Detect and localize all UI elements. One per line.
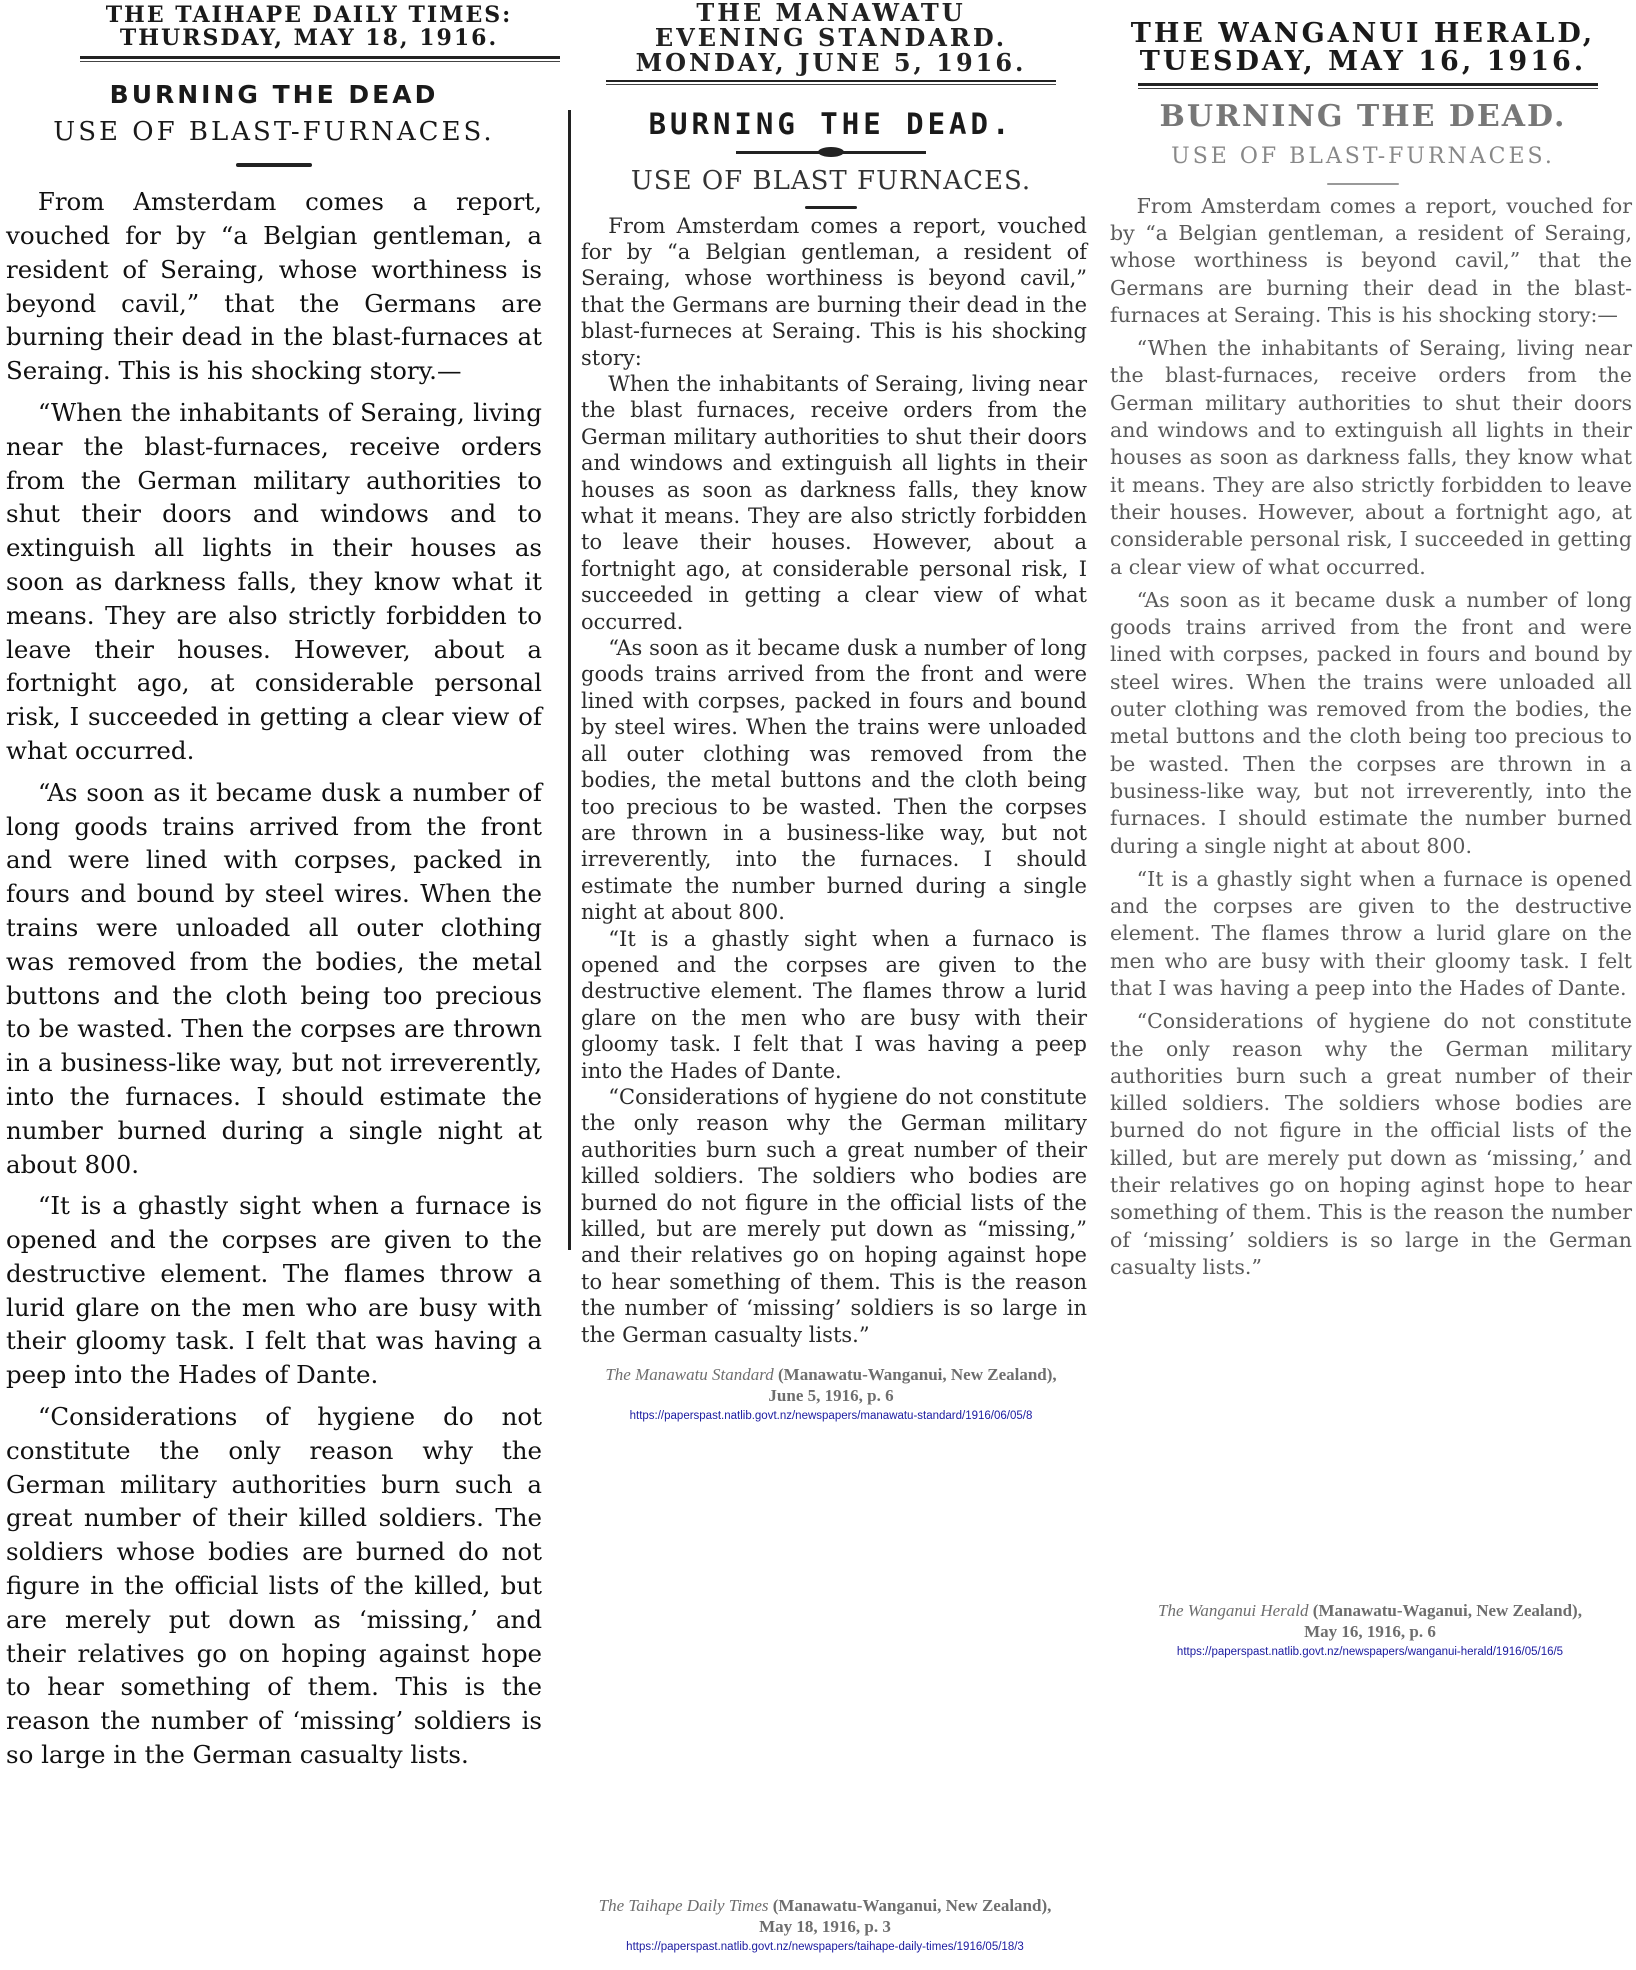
paragraph: “As soon as it became dusk a number of long goods trains arrived from the front and were lined with corpses, packed in fours and bound by steel wires. When the trains were unloaded all outer clothing was removed from the bodies, the metal buttons and the cloth being too precious to be wasted. Then the corpses are thrown in a business-like way, but not irreverently, into the furnaces. I should estimate the number burned during a single night at about 800. — [6, 777, 542, 1179]
caption-date: May 16, 1916, p. 6 — [1304, 1622, 1436, 1641]
paragraph: When the inhabitants of Seraing, living near the blast furnaces, receive orders from the German military authorities to shut their doors and windows and extinguish all lights in their houses as soon as darkness falls, they know what it means. They are also strictly forbidden to leave their houses. However, about a fortnight ago, at considerable personal risk, I succeeded in getting a clear view of what occurred. — [581, 372, 1087, 634]
paragraph: From Amsterdam comes a report, vouched for by “a Belgian gentleman, a resident of Seraing, whose worthiness is beyond cavil,” that the Germans are burning their dead in the blast-furneces at Seraing. This is his shocking story: — [581, 213, 1087, 370]
subheadline: USE OF BLAST-FURNACES. — [1171, 143, 1555, 169]
subheadline: USE OF BLAST-FURNACES. — [53, 117, 495, 148]
source-caption-wanganui — [1110, 1600, 1630, 1663]
clipping-wanganui-herald — [1090, 0, 1636, 1287]
article-body — [0, 185, 548, 1772]
clipping-manawatu-standard — [575, 0, 1087, 1427]
headline: BURNING THE DEAD. — [1159, 98, 1567, 134]
caption-region: (Manawatu-Waganui, New Zealand), — [1308, 1601, 1582, 1620]
masthead — [575, 0, 1087, 76]
paragraph: “Considerations of hygiene do not constitute the only reason why the German military authorities burn such a great number of their killed soldiers. The soldiers whose bodies are burned do not figure in the official lists of the killed, but are merely put down as ‘missing,’ and their relatives go on hoping against hope to hear something of them. This is the reason the number of ‘missing’ soldiers is so large in the German casualty lists. — [6, 1402, 542, 1770]
paragraph: “It is a ghastly sight when a furnaco is opened and the corpses are given to the destructive element. The flames throw a lurid glare on the men who are busy with their gloomy task. I felt that I was having a peep into the Hades of Dante. — [581, 926, 1087, 1083]
masthead-title: THE WANGANUI HERALD, — [1130, 18, 1596, 49]
paragraph: “As soon as it became dusk a number of long goods trains arrived from the front and were lined with corpses, packed in fours and bound by steel wires. When the trains were unloaded all outer clothing was removed from the bodies, the metal buttons and the cloth being too precious to be wasted. Then the corpses are thrown in a business-like way, but not irreverently, into the furnaces. I should estimate the number burned during a single night at about 800. — [581, 636, 1087, 925]
masthead-date: MONDAY, JUNE 5, 1916. — [635, 48, 1027, 78]
paragraph: “When the inhabitants of Seraing, living near the blast-furnaces, receive orders from the German military authorities to shut their doors and windows and to extinguish all lights in their houses as soon as darkness falls, they know what it means. They are also strictly forbidden to leave their houses. However, about a fortnight ago, at considerable personal risk, I succeeded in getting a clear view of what occurred. — [1110, 336, 1632, 579]
caption-region: (Manawatu-Wanganui, New Zealand), — [773, 1365, 1057, 1385]
masthead-date: TUESDAY, MAY 16, 1916. — [1139, 46, 1587, 78]
paragraph: “When the inhabitants of Seraing, living near the blast-furnaces, receive orders from the German military authorities to shut their doors and windows and to extinguish all lights in their houses as soon as darkness falls, they know what it means. They are also strictly forbidden to leave their houses. However, about a fortnight ago, at considerable personal risk, I succeeded in getting a clear view of what occurred. — [6, 397, 542, 765]
ornament-rule — [736, 151, 926, 154]
caption-url-link[interactable]: https://paperspast.natlib.govt.nz/newspapers/taihape-daily-times/1916/05/18/3 — [626, 1941, 1024, 1953]
masthead-title-line1: THE MANAWATU — [696, 0, 966, 27]
paragraph: From Amsterdam comes a report, vouched for by “a Belgian gentleman, a resident of Seraing, whose worthiness is beyond cavil,” that the Germans are burning their dead in the blast-furnaces at Seraing. This is his shocking story:— — [1110, 193, 1632, 327]
caption-date: June 5, 1916, p. 6 — [768, 1386, 894, 1406]
separator-rule — [236, 163, 312, 167]
masthead-rule — [606, 80, 1056, 85]
separator-rule — [1327, 183, 1399, 185]
masthead — [1090, 0, 1636, 77]
separator-rule — [805, 206, 857, 209]
masthead-title: THE TAIHAPE DAILY TIMES: — [105, 2, 513, 28]
masthead-rule — [80, 56, 560, 62]
caption-date: May 18, 1916, p. 3 — [759, 1917, 891, 1936]
masthead-rule — [1138, 83, 1598, 89]
masthead — [0, 0, 548, 50]
caption-publication: The Taihape Daily Times — [598, 1896, 769, 1915]
caption-url-link[interactable]: https://paperspast.natlib.govt.nz/newspapers/manawatu-standard/1916/06/05/8 — [629, 1410, 1033, 1423]
paragraph: “It is a ghastly sight when a furnace is opened and the corpses are given to the destructive element. The flames throw a lurid glare on the men who are busy with their gloomy task. I felt that was having a peep into the Hades of Dante. — [6, 1191, 542, 1390]
paragraph: “Considerations of hygiene do not constitute the only reason why the German military authorities burn such a great number of their killed soldiers. The soldiers who bodies are burned do not figure in the official lists of the killed, but are merely put down as “missing,” and their relatives go on hoping against hope to hear something of them. This is the reason the number of ‘missing’ soldiers is so large in the German casualty lists.” — [581, 1084, 1087, 1347]
caption-region: (Manawatu-Wanganui, New Zealand), — [768, 1896, 1052, 1915]
article-body — [575, 213, 1087, 1348]
paragraph: From Amsterdam comes a report, vouched for by “a Belgian gentleman, a resident of Seraing, whose worthiness is beyond cavil,” that the Germans are burning their dead in the blast-furnaces at Seraing. This is his shocking story.— — [6, 187, 542, 386]
masthead-title-line2: EVENING STANDARD. — [654, 23, 1008, 53]
paragraph: “As soon as it became dusk a number of long goods trains arrived from the front and were lined with corpses, packed in fours and bound by steel wires. When the trains were unloaded all outer clothing was removed from the bodies, the metal buttons and the cloth being too precious to be wasted. Then the corpses are thrown in a business-like way, but not irreverently, into the furnaces. I should estimate the number burned during a single night at about 800. — [1110, 587, 1632, 858]
source-caption — [575, 1364, 1087, 1427]
article-body — [1090, 193, 1636, 1282]
caption-publication: The Manawatu Standard — [605, 1365, 774, 1385]
caption-url-link[interactable]: https://paperspast.natlib.govt.nz/newspapers/wanganui-herald/1916/05/16/5 — [1176, 1646, 1564, 1658]
paragraph: “It is a ghastly sight when a furnace is opened and the corpses are given to the destructive element. The flames throw a lurid glare on the men who are busy with their gloomy task. I felt that I was having a peep into the Hades of Dante. — [1110, 866, 1632, 1000]
headline: BURNING THE DEAD. — [648, 106, 1014, 141]
column-divider — [568, 110, 571, 1250]
headline: BURNING THE DEAD — [109, 80, 439, 110]
subheadline: USE OF BLAST FURNACES. — [630, 165, 1032, 196]
caption-publication: The Wanganui Herald — [1158, 1601, 1309, 1620]
source-caption-taihape — [555, 1895, 1095, 1958]
clipping-taihape-daily-times — [0, 0, 548, 1780]
masthead-date: THURSDAY, MAY 18, 1916. — [119, 25, 499, 52]
paragraph: “Considerations of hygiene do not constitute the only reason why the German military authorities burn such a great number of their killed soldiers. The soldiers whose bodies are burned do not figure in the official lists of the killed, but are merely put down as ‘missing,’ and their relatives go on hoping aginst hope to hear something of them. This is the reason the number of ‘missing’ soldiers is so large in the German casualty lists.” — [1110, 1009, 1632, 1279]
